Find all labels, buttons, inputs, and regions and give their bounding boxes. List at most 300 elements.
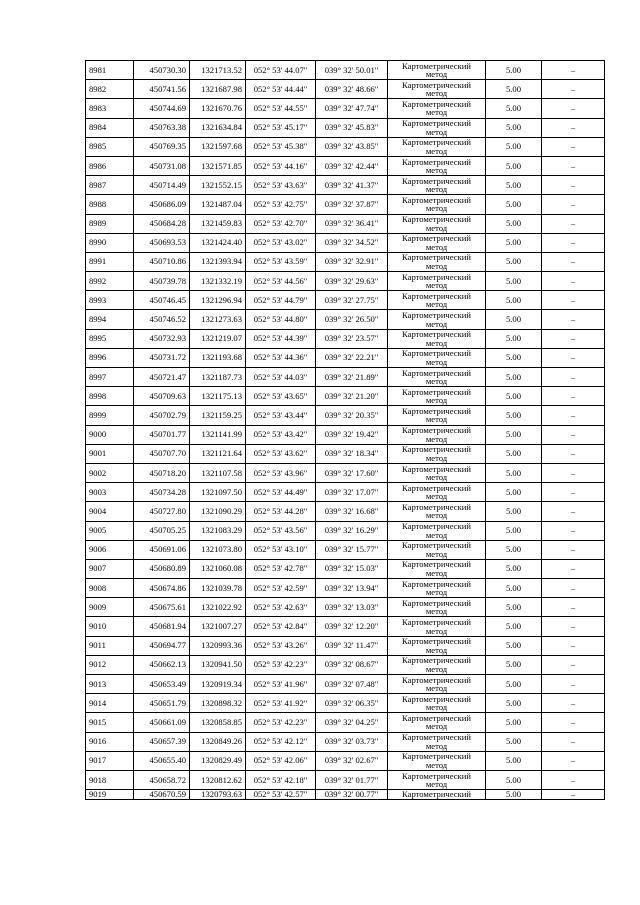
longitude-cell: 039° 32' 29.63" [316, 272, 388, 291]
x-coordinate-cell: 450662.13 [134, 655, 190, 674]
method-cell: Картометрический метод [388, 80, 486, 99]
note-cell: – [542, 617, 605, 636]
y-coordinate-cell: 1321073.80 [190, 540, 246, 559]
y-coordinate-cell: 1321459.83 [190, 214, 246, 233]
table-row [86, 636, 605, 655]
point-number-cell: 9011 [86, 636, 134, 655]
y-coordinate-cell: 1321634.84 [190, 118, 246, 137]
latitude-cell: 052° 53' 43.65" [246, 387, 316, 406]
y-coordinate-cell: 1321713.52 [190, 61, 246, 80]
note-cell: – [542, 195, 605, 214]
point-number-cell: 9012 [86, 655, 134, 674]
note-cell: – [542, 675, 605, 694]
y-coordinate-cell: 1321175.13 [190, 387, 246, 406]
method-cell: Картометрический метод [388, 655, 486, 674]
x-coordinate-cell: 450731.08 [134, 156, 190, 175]
longitude-cell: 039° 32' 27.75" [316, 291, 388, 310]
accuracy-cell: 5.00 [486, 463, 542, 482]
note-cell: – [542, 329, 605, 348]
x-coordinate-cell: 450763.38 [134, 118, 190, 137]
point-number-cell: 9014 [86, 694, 134, 713]
x-coordinate-cell: 450693.53 [134, 233, 190, 252]
x-coordinate-cell: 450739.78 [134, 272, 190, 291]
x-coordinate-cell: 450710.86 [134, 252, 190, 271]
point-number-cell: 8997 [86, 368, 134, 387]
latitude-cell: 052° 53' 44.16" [246, 156, 316, 175]
point-number-cell: 8986 [86, 156, 134, 175]
y-coordinate-cell: 1321083.29 [190, 521, 246, 540]
latitude-cell: 052° 53' 41.96" [246, 675, 316, 694]
x-coordinate-cell: 450744.69 [134, 99, 190, 118]
y-coordinate-cell: 1320993.36 [190, 636, 246, 655]
x-coordinate-cell: 450653.49 [134, 675, 190, 694]
y-coordinate-cell: 1320849.26 [190, 732, 246, 751]
note-cell: – [542, 61, 605, 80]
method-cell: Картометрический метод [388, 502, 486, 521]
y-coordinate-cell: 1321060.08 [190, 559, 246, 578]
longitude-cell: 039° 32' 16.68" [316, 502, 388, 521]
method-cell: Картометрический метод [388, 99, 486, 118]
point-number-cell: 8981 [86, 61, 134, 80]
longitude-cell: 039° 32' 01.77" [316, 770, 388, 789]
x-coordinate-cell: 450709.63 [134, 387, 190, 406]
point-number-cell: 8984 [86, 118, 134, 137]
y-coordinate-cell: 1321687.98 [190, 80, 246, 99]
point-number-cell: 8989 [86, 214, 134, 233]
latitude-cell: 052° 53' 42.78" [246, 559, 316, 578]
point-number-cell: 8988 [86, 195, 134, 214]
note-cell: – [542, 713, 605, 732]
longitude-cell: 039° 32' 17.07" [316, 483, 388, 502]
point-number-cell: 8990 [86, 233, 134, 252]
point-number-cell: 8982 [86, 80, 134, 99]
accuracy-cell: 5.00 [486, 329, 542, 348]
longitude-cell: 039° 32' 02.67" [316, 751, 388, 770]
x-coordinate-cell: 450657.39 [134, 732, 190, 751]
table-row [86, 61, 605, 80]
accuracy-cell: 5.00 [486, 502, 542, 521]
longitude-cell: 039° 32' 43.85" [316, 137, 388, 156]
y-coordinate-cell: 1320858.85 [190, 713, 246, 732]
latitude-cell: 052° 53' 44.79" [246, 291, 316, 310]
latitude-cell: 052° 53' 43.26" [246, 636, 316, 655]
table-row [86, 99, 605, 118]
method-cell: Картометрический метод [388, 636, 486, 655]
point-number-cell: 9016 [86, 732, 134, 751]
point-number-cell: 9017 [86, 751, 134, 770]
latitude-cell: 052° 53' 42.23" [246, 655, 316, 674]
point-number-cell: 8992 [86, 272, 134, 291]
point-number-cell: 9007 [86, 559, 134, 578]
note-cell: – [542, 790, 605, 800]
note-cell: – [542, 463, 605, 482]
method-cell: Картометрический метод [388, 118, 486, 137]
method-cell: Картометрический метод [388, 770, 486, 789]
x-coordinate-cell: 450675.61 [134, 598, 190, 617]
table-row [86, 770, 605, 789]
y-coordinate-cell: 1321022.92 [190, 598, 246, 617]
point-number-cell: 9009 [86, 598, 134, 617]
x-coordinate-cell: 450670.59 [134, 790, 190, 800]
accuracy-cell: 5.00 [486, 675, 542, 694]
note-cell: – [542, 502, 605, 521]
longitude-cell: 039° 32' 41.37" [316, 176, 388, 195]
x-coordinate-cell: 450769.35 [134, 137, 190, 156]
note-cell: – [542, 540, 605, 559]
note-cell: – [542, 559, 605, 578]
latitude-cell: 052° 53' 44.55" [246, 99, 316, 118]
longitude-cell: 039° 32' 48.66" [316, 80, 388, 99]
longitude-cell: 039° 32' 26.50" [316, 310, 388, 329]
latitude-cell: 052° 53' 42.57" [246, 790, 316, 800]
accuracy-cell: 5.00 [486, 137, 542, 156]
note-cell: – [542, 156, 605, 175]
note-cell: – [542, 770, 605, 789]
accuracy-cell: 5.00 [486, 617, 542, 636]
y-coordinate-cell: 1321273.63 [190, 310, 246, 329]
accuracy-cell: 5.00 [486, 118, 542, 137]
note-cell: – [542, 406, 605, 425]
y-coordinate-cell: 1321332.19 [190, 272, 246, 291]
method-cell: Картометрический метод [388, 694, 486, 713]
y-coordinate-cell: 1321487.04 [190, 195, 246, 214]
x-coordinate-cell: 450701.77 [134, 425, 190, 444]
method-cell: Картометрический метод [388, 214, 486, 233]
table-row [86, 751, 605, 770]
point-number-cell: 9010 [86, 617, 134, 636]
longitude-cell: 039° 32' 45.83" [316, 118, 388, 137]
accuracy-cell: 5.00 [486, 770, 542, 789]
latitude-cell: 052° 53' 45.17" [246, 118, 316, 137]
x-coordinate-cell: 450727.80 [134, 502, 190, 521]
accuracy-cell: 5.00 [486, 655, 542, 674]
latitude-cell: 052° 53' 42.12" [246, 732, 316, 751]
y-coordinate-cell: 1321090.29 [190, 502, 246, 521]
accuracy-cell: 5.00 [486, 156, 542, 175]
longitude-cell: 039° 32' 32.91" [316, 252, 388, 271]
point-number-cell: 9003 [86, 483, 134, 502]
point-number-cell: 8999 [86, 406, 134, 425]
note-cell: – [542, 272, 605, 291]
latitude-cell: 052° 53' 43.63" [246, 176, 316, 195]
accuracy-cell: 5.00 [486, 214, 542, 233]
latitude-cell: 052° 53' 42.75" [246, 195, 316, 214]
method-cell: Картометрический метод [388, 156, 486, 175]
note-cell: – [542, 176, 605, 195]
method-cell: Картометрический метод [388, 406, 486, 425]
y-coordinate-cell: 1321107.58 [190, 463, 246, 482]
accuracy-cell: 5.00 [486, 406, 542, 425]
x-coordinate-cell: 450686.09 [134, 195, 190, 214]
longitude-cell: 039° 32' 15.03" [316, 559, 388, 578]
point-number-cell: 9000 [86, 425, 134, 444]
method-cell: Картометрический метод [388, 521, 486, 540]
note-cell: – [542, 99, 605, 118]
accuracy-cell: 5.00 [486, 348, 542, 367]
table-row [86, 521, 605, 540]
method-cell: Картометрический метод [388, 444, 486, 463]
point-number-cell: 8994 [86, 310, 134, 329]
accuracy-cell: 5.00 [486, 291, 542, 310]
point-number-cell: 9019 [86, 790, 134, 800]
x-coordinate-cell: 450732.93 [134, 329, 190, 348]
method-cell: Картометрический метод [388, 483, 486, 502]
method-cell: Картометрический метод [388, 176, 486, 195]
y-coordinate-cell: 1321159.25 [190, 406, 246, 425]
longitude-cell: 039° 32' 13.94" [316, 579, 388, 598]
table-row [86, 329, 605, 348]
point-number-cell: 9002 [86, 463, 134, 482]
longitude-cell: 039° 32' 07.48" [316, 675, 388, 694]
point-number-cell: 9013 [86, 675, 134, 694]
table-row [86, 387, 605, 406]
longitude-cell: 039° 32' 19.42" [316, 425, 388, 444]
accuracy-cell: 5.00 [486, 483, 542, 502]
note-cell: – [542, 80, 605, 99]
longitude-cell: 039° 32' 20.35" [316, 406, 388, 425]
y-coordinate-cell: 1320919.34 [190, 675, 246, 694]
point-number-cell: 8996 [86, 348, 134, 367]
longitude-cell: 039° 32' 16.29" [316, 521, 388, 540]
accuracy-cell: 5.00 [486, 790, 542, 800]
point-number-cell: 8995 [86, 329, 134, 348]
note-cell: – [542, 233, 605, 252]
latitude-cell: 052° 53' 42.84" [246, 617, 316, 636]
note-cell: – [542, 310, 605, 329]
table-row [86, 233, 605, 252]
longitude-cell: 039° 32' 03.73" [316, 732, 388, 751]
latitude-cell: 052° 53' 44.07" [246, 61, 316, 80]
table-row [86, 272, 605, 291]
accuracy-cell: 5.00 [486, 272, 542, 291]
x-coordinate-cell: 450705.25 [134, 521, 190, 540]
table-row [86, 406, 605, 425]
accuracy-cell: 5.00 [486, 713, 542, 732]
table-row [86, 713, 605, 732]
longitude-cell: 039° 32' 00.77" [316, 790, 388, 800]
longitude-cell: 039° 32' 23.57" [316, 329, 388, 348]
accuracy-cell: 5.00 [486, 694, 542, 713]
accuracy-cell: 5.00 [486, 195, 542, 214]
accuracy-cell: 5.00 [486, 521, 542, 540]
accuracy-cell: 5.00 [486, 80, 542, 99]
table-row [86, 156, 605, 175]
note-cell: – [542, 483, 605, 502]
x-coordinate-cell: 450702.79 [134, 406, 190, 425]
table-row [86, 368, 605, 387]
accuracy-cell: 5.00 [486, 751, 542, 770]
longitude-cell: 039° 32' 13.03" [316, 598, 388, 617]
latitude-cell: 052° 53' 44.49" [246, 483, 316, 502]
point-number-cell: 8993 [86, 291, 134, 310]
y-coordinate-cell: 1321393.94 [190, 252, 246, 271]
x-coordinate-cell: 450680.89 [134, 559, 190, 578]
note-cell: – [542, 137, 605, 156]
accuracy-cell: 5.00 [486, 444, 542, 463]
x-coordinate-cell: 450694.77 [134, 636, 190, 655]
table-row [86, 214, 605, 233]
note-cell: – [542, 579, 605, 598]
table-row [86, 559, 605, 578]
method-cell: Картометрический метод [388, 233, 486, 252]
x-coordinate-cell: 450684.28 [134, 214, 190, 233]
note-cell: – [542, 751, 605, 770]
note-cell: – [542, 444, 605, 463]
x-coordinate-cell: 450721.47 [134, 368, 190, 387]
method-cell: Картометрический метод [388, 329, 486, 348]
y-coordinate-cell: 1321121.64 [190, 444, 246, 463]
latitude-cell: 052° 53' 44.36" [246, 348, 316, 367]
y-coordinate-cell: 1321424.40 [190, 233, 246, 252]
method-cell: Картометрический метод [388, 61, 486, 80]
longitude-cell: 039° 32' 34.52" [316, 233, 388, 252]
point-number-cell: 9018 [86, 770, 134, 789]
table-row [86, 310, 605, 329]
point-number-cell: 8983 [86, 99, 134, 118]
latitude-cell: 052° 53' 42.70" [246, 214, 316, 233]
point-number-cell: 8998 [86, 387, 134, 406]
latitude-cell: 052° 53' 45.38" [246, 137, 316, 156]
x-coordinate-cell: 450746.52 [134, 310, 190, 329]
point-number-cell: 9015 [86, 713, 134, 732]
accuracy-cell: 5.00 [486, 598, 542, 617]
method-cell: Картометрический метод [388, 387, 486, 406]
method-cell: Картометрический метод [388, 751, 486, 770]
point-number-cell: 8985 [86, 137, 134, 156]
method-cell: Картометрический метод [388, 252, 486, 271]
latitude-cell: 052° 53' 41.92" [246, 694, 316, 713]
x-coordinate-cell: 450691.06 [134, 540, 190, 559]
longitude-cell: 039° 32' 15.77" [316, 540, 388, 559]
longitude-cell: 039° 32' 11.47" [316, 636, 388, 655]
accuracy-cell: 5.00 [486, 61, 542, 80]
longitude-cell: 039° 32' 36.41" [316, 214, 388, 233]
latitude-cell: 052° 53' 42.18" [246, 770, 316, 789]
x-coordinate-cell: 450731.72 [134, 348, 190, 367]
accuracy-cell: 5.00 [486, 252, 542, 271]
latitude-cell: 052° 53' 44.44" [246, 80, 316, 99]
method-cell: Картометрический метод [388, 559, 486, 578]
y-coordinate-cell: 1321296.94 [190, 291, 246, 310]
table-row [86, 655, 605, 674]
method-cell: Картометрический метод [388, 291, 486, 310]
method-cell: Картометрический метод [388, 540, 486, 559]
x-coordinate-cell: 450730.30 [134, 61, 190, 80]
point-number-cell: 9004 [86, 502, 134, 521]
table-row [86, 463, 605, 482]
latitude-cell: 052° 53' 43.59" [246, 252, 316, 271]
table-row [86, 579, 605, 598]
latitude-cell: 052° 53' 44.80" [246, 310, 316, 329]
longitude-cell: 039° 32' 22.21" [316, 348, 388, 367]
x-coordinate-cell: 450707.70 [134, 444, 190, 463]
accuracy-cell: 5.00 [486, 425, 542, 444]
table-row [86, 444, 605, 463]
note-cell: – [542, 118, 605, 137]
x-coordinate-cell: 450674.86 [134, 579, 190, 598]
latitude-cell: 052° 53' 43.62" [246, 444, 316, 463]
method-cell: Картометрический метод [388, 272, 486, 291]
method-cell: Картометрический метод [388, 463, 486, 482]
latitude-cell: 052° 53' 44.39" [246, 329, 316, 348]
latitude-cell: 052° 53' 42.63" [246, 598, 316, 617]
y-coordinate-cell: 1320812.62 [190, 770, 246, 789]
table-row [86, 694, 605, 713]
table-row [86, 348, 605, 367]
latitude-cell: 052° 53' 42.06" [246, 751, 316, 770]
x-coordinate-cell: 450714.49 [134, 176, 190, 195]
x-coordinate-cell: 450655.40 [134, 751, 190, 770]
table-row [86, 118, 605, 137]
note-cell: – [542, 636, 605, 655]
longitude-cell: 039° 32' 18.34" [316, 444, 388, 463]
point-number-cell: 9001 [86, 444, 134, 463]
method-cell: Картометрический метод [388, 617, 486, 636]
y-coordinate-cell: 1321597.68 [190, 137, 246, 156]
longitude-cell: 039° 32' 12.20" [316, 617, 388, 636]
x-coordinate-cell: 450661.09 [134, 713, 190, 732]
note-cell: – [542, 214, 605, 233]
method-cell: Картометрический метод [388, 368, 486, 387]
y-coordinate-cell: 1320941.50 [190, 655, 246, 674]
x-coordinate-cell: 450718.20 [134, 463, 190, 482]
longitude-cell: 039° 32' 42.44" [316, 156, 388, 175]
y-coordinate-cell: 1321571.85 [190, 156, 246, 175]
y-coordinate-cell: 1321187.73 [190, 368, 246, 387]
table-row [86, 195, 605, 214]
method-cell: Картометрический метод [388, 425, 486, 444]
table-row [86, 598, 605, 617]
table-row [86, 483, 605, 502]
method-cell: Картометрический метод [388, 579, 486, 598]
note-cell: – [542, 387, 605, 406]
table-row [86, 80, 605, 99]
point-number-cell: 9005 [86, 521, 134, 540]
accuracy-cell: 5.00 [486, 233, 542, 252]
note-cell: – [542, 521, 605, 540]
coordinates-table [85, 60, 605, 800]
y-coordinate-cell: 1321097.50 [190, 483, 246, 502]
longitude-cell: 039° 32' 08.67" [316, 655, 388, 674]
note-cell: – [542, 252, 605, 271]
note-cell: – [542, 655, 605, 674]
method-cell: Картометрический метод [388, 195, 486, 214]
coordinates-table-body [86, 61, 605, 800]
latitude-cell: 052° 53' 43.56" [246, 521, 316, 540]
x-coordinate-cell: 450651.79 [134, 694, 190, 713]
point-number-cell: 9006 [86, 540, 134, 559]
accuracy-cell: 5.00 [486, 368, 542, 387]
accuracy-cell: 5.00 [486, 559, 542, 578]
longitude-cell: 039° 32' 17.60" [316, 463, 388, 482]
method-cell: Картометрический метод [388, 137, 486, 156]
latitude-cell: 052° 53' 43.96" [246, 463, 316, 482]
y-coordinate-cell: 1321007.27 [190, 617, 246, 636]
y-coordinate-cell: 1320898.32 [190, 694, 246, 713]
method-cell: Картометрический метод [388, 713, 486, 732]
y-coordinate-cell: 1321219.07 [190, 329, 246, 348]
note-cell: – [542, 425, 605, 444]
point-number-cell: 8991 [86, 252, 134, 271]
table-row [86, 176, 605, 195]
accuracy-cell: 5.00 [486, 732, 542, 751]
accuracy-cell: 5.00 [486, 540, 542, 559]
accuracy-cell: 5.00 [486, 176, 542, 195]
method-cell: Картометрический [388, 790, 486, 800]
latitude-cell: 052° 53' 44.03" [246, 368, 316, 387]
x-coordinate-cell: 450741.56 [134, 80, 190, 99]
y-coordinate-cell: 1321193.68 [190, 348, 246, 367]
